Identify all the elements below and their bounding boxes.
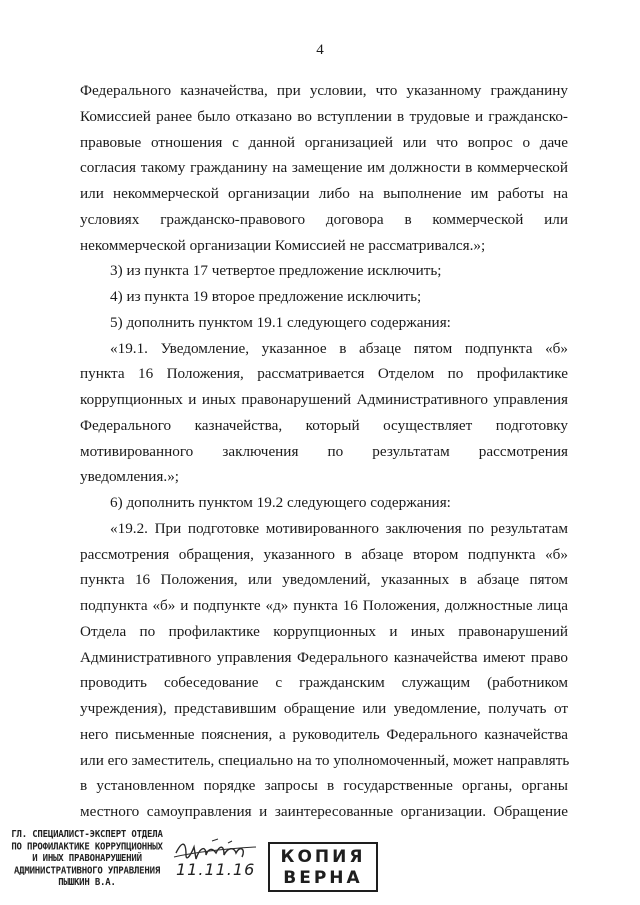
text-line: согласия такому гражданину на замещение им должности в коммерческой [80, 159, 568, 177]
copy-certified-stamp [268, 842, 378, 892]
text-line: него письменные пояснения, а руководитель Федерального казначейства [80, 725, 568, 743]
stamp-line: АДМИНИСТРАТИВНОГО УПРАВЛЕНИЯ [13, 866, 161, 877]
text-line: Комиссией ранее было отказано во вступлении в трудовые и гражданско- [80, 107, 568, 125]
text-line: некоммерческой организации Комиссией не рассматривался.»; [80, 236, 486, 254]
text-line: «19.1. Уведомление, указанное в абзаце пятом подпункта «б» [110, 339, 568, 357]
stamp-line: ПО ПРОФИЛАКТИКЕ КОРРУПЦИОННЫХ [11, 841, 163, 853]
page-number: 4 [316, 42, 324, 58]
text-line: местного самоуправления и заинтересованные организации. Обращение [80, 803, 568, 820]
text-line: проводить собеседование с гражданским служащим (работником [80, 674, 568, 692]
text-line: «19.2. При подготовке мотивированного заключения по результатам [110, 519, 568, 537]
text-line: 6) дополнить пунктом 19.2 следующего содержания: [110, 494, 451, 511]
text-line: правовые отношения с данной организацией или что вопрос о даче [80, 133, 568, 151]
document-body [80, 78, 568, 825]
signature-date: 11.11.16 [176, 860, 256, 879]
copy-stamp-line1: КОПИЯ [280, 847, 366, 867]
text-line: Административного управления Федерального казначейства имеют право [80, 648, 568, 666]
text-line: Федерального казначейства, при условии, что указанному гражданину [80, 82, 568, 99]
text-line: Отдела по профилактике коррупционных и иных правонарушений [80, 622, 568, 640]
text-line: рассмотрения обращения, указанного в абзаце втором подпункта «б» [80, 545, 568, 563]
copy-stamp-line2: ВЕРНА [283, 868, 363, 888]
text-line: пункта 16 Положения, рассматривается Отделом по профилактике [80, 365, 568, 383]
official-stamp [4, 830, 170, 891]
text-line: условиях гражданско-правового договора в коммерческой или [80, 210, 568, 228]
stamp-line: ПЫШКИН В.А. [58, 878, 116, 889]
text-line: Федерального казначейства, который осуществляет подготовку [80, 416, 568, 434]
text-line: коррупционных и иных правонарушений Административного управления [80, 391, 568, 408]
stamp-line: ГЛ. СПЕЦИАЛИСТ-ЭКСПЕРТ ОТДЕЛА [11, 829, 163, 841]
text-line: или его заместитель, специально на то уполномоченный, может направлять [80, 751, 570, 769]
text-line: в установленном порядке запросы в государственные органы, органы [80, 777, 568, 795]
text-line: или некоммерческой организации либо на выполнение им работы на [80, 185, 568, 202]
text-line: мотивированного заключения по результатам рассмотрения [80, 442, 568, 460]
text-line: 5) дополнить пунктом 19.1 следующего содержания: [110, 313, 451, 331]
text-line: учреждения), представившим обращение или уведомление, получать от [80, 700, 568, 717]
text-line: подпункта «б» и подпункте «д» пункта 16 Положения, должностные лица [80, 597, 568, 614]
text-line: пункта 16 Положения, или уведомлений, указанных в абзаце пятом [80, 571, 568, 589]
text-line: уведомления.»; [80, 468, 180, 486]
text-line: 3) из пункта 17 четвертое предложение исключить; [110, 262, 442, 280]
stamp-line: И ИНЫХ ПРАВОНАРУШЕНИЙ [32, 853, 142, 865]
text-line: 4) из пункта 19 второе предложение исключить; [110, 288, 422, 305]
